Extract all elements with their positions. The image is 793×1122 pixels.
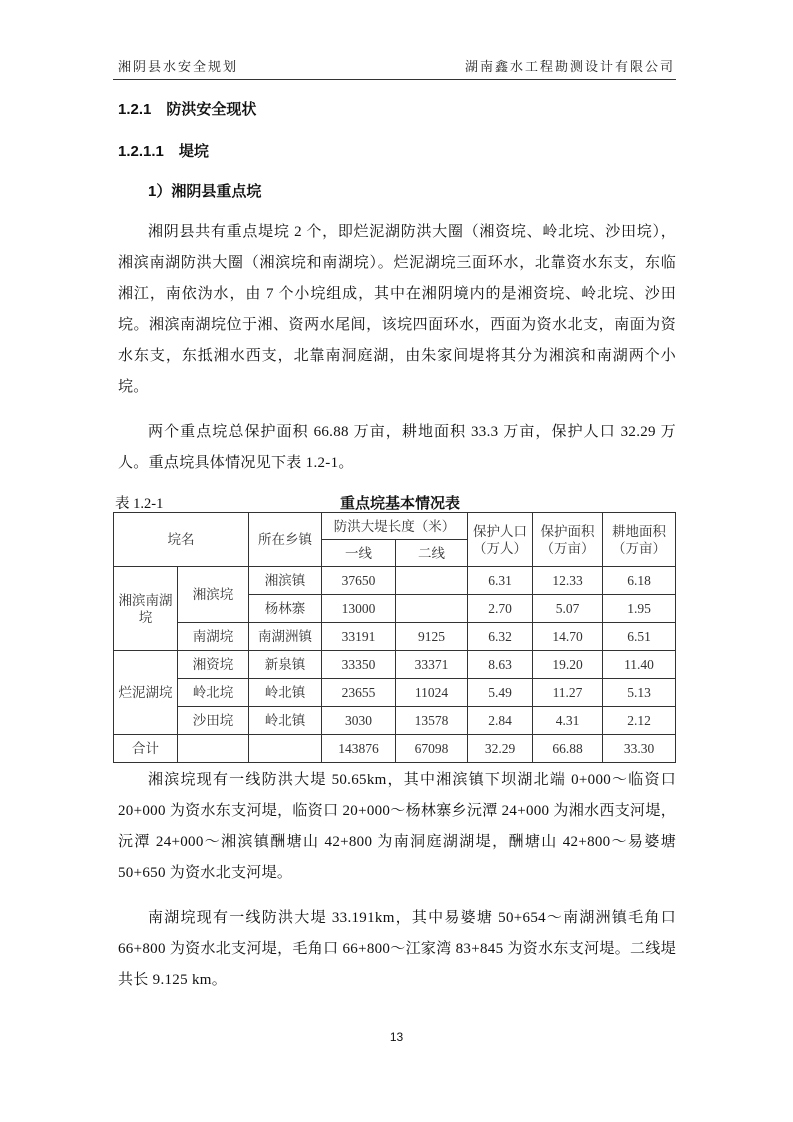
header-divider — [113, 79, 676, 80]
header-town: 所在乡镇 — [249, 513, 322, 567]
table-title: 重点垸基本情况表 — [340, 495, 461, 512]
line2-cell: 11024 — [396, 679, 468, 707]
pop-cell: 8.63 — [468, 651, 533, 679]
farm-cell: 5.13 — [603, 679, 676, 707]
line2-cell: 13578 — [396, 707, 468, 735]
total-farm: 33.30 — [603, 735, 676, 763]
page-number: 13 — [389, 1030, 404, 1044]
line2-cell — [396, 567, 468, 595]
farm-cell: 1.95 — [603, 595, 676, 623]
subsection-heading: 1.2.1.1 堤垸 — [118, 143, 209, 160]
total-pop: 32.29 — [468, 735, 533, 763]
subsubsection-heading: 1）湘阴县重点垸 — [148, 183, 262, 200]
pop-cell: 2.70 — [468, 595, 533, 623]
table-row — [114, 651, 676, 679]
area-cell: 11.27 — [533, 679, 603, 707]
table-row — [114, 707, 676, 735]
line1-cell: 37650 — [322, 567, 396, 595]
paragraph: 两个重点垸总保护面积 66.88 万亩，耕地面积 33.3 万亩，保护人口 32.29 万人。重点垸具体情况见下表 1.2-1。 — [118, 424, 676, 471]
area-cell: 4.31 — [533, 707, 603, 735]
farm-cell: 11.40 — [603, 651, 676, 679]
town-cell: 杨林寨 — [249, 595, 322, 623]
pop-cell: 2.84 — [468, 707, 533, 735]
subarea-cell: 岭北垸 — [178, 679, 249, 707]
table-total-row — [114, 735, 676, 763]
total-label: 合计 — [114, 735, 178, 763]
subarea-cell: 南湖垸 — [178, 623, 249, 651]
empty-cell — [178, 735, 249, 763]
town-cell: 新泉镇 — [249, 651, 322, 679]
farm-cell: 2.12 — [603, 707, 676, 735]
line1-cell: 23655 — [322, 679, 396, 707]
farm-cell: 6.18 — [603, 567, 676, 595]
line2-cell: 33371 — [396, 651, 468, 679]
header-area: 保护面积（万亩） — [533, 513, 603, 567]
header-dike: 防洪大堤长度（米） — [322, 513, 468, 540]
table-row — [114, 623, 676, 651]
header-line1: 一线 — [322, 540, 396, 567]
header-line2: 二线 — [396, 540, 468, 567]
group-cell: 烂泥湖垸 — [114, 651, 178, 735]
subarea-cell: 湘滨垸 — [178, 567, 249, 623]
header-doc-title: 湘阴县水安全规划 — [118, 59, 239, 74]
pop-cell: 6.31 — [468, 567, 533, 595]
line1-cell: 3030 — [322, 707, 396, 735]
area-cell: 5.07 — [533, 595, 603, 623]
subarea-cell: 湘资垸 — [178, 651, 249, 679]
line2-cell: 9125 — [396, 623, 468, 651]
line1-cell: 33350 — [322, 651, 396, 679]
header-company: 湖南鑫水工程勘测设计有限公司 — [464, 59, 675, 74]
section-heading: 1.2.1 防洪安全现状 — [118, 101, 257, 118]
line1-cell: 33191 — [322, 623, 396, 651]
table-row — [114, 679, 676, 707]
area-cell: 14.70 — [533, 623, 603, 651]
total-line1: 143876 — [322, 735, 396, 763]
empty-cell — [249, 735, 322, 763]
town-cell: 湘滨镇 — [249, 567, 322, 595]
table-caption: 表 1.2-1 — [115, 496, 164, 512]
header-pop: 保护人口（万人） — [468, 513, 533, 567]
line1-cell: 13000 — [322, 595, 396, 623]
header-farm: 耕地面积（万亩） — [603, 513, 676, 567]
line2-cell — [396, 595, 468, 623]
total-line2: 67098 — [396, 735, 468, 763]
paragraph: 南湖垸现有一线防洪大堤 33.191km，其中易婆塘 50+654～南湖洲镇毛角口66+800 为资水北支河堤，毛角口 66+800～江家湾 83+845 为资水东支河堤。二线堤共长 9.125 km。 — [118, 910, 676, 988]
paragraph: 湘滨垸现有一线防洪大堤 50.65km，其中湘滨镇下坝湖北端 0+000～临资口20+000 为资水东支河堤，临资口 20+000～杨林寨乡沅潭 24+000 为湘水西支河堤，沅潭 24+000～湘滨镇酬塘山 42+800 为南洞庭湖湖堤，酬塘山 42+800～易婆塘 50+650 为资水北支河堤。 — [118, 772, 676, 881]
town-cell: 岭北镇 — [249, 679, 322, 707]
area-cell: 12.33 — [533, 567, 603, 595]
town-cell: 南湖洲镇 — [249, 623, 322, 651]
town-cell: 岭北镇 — [249, 707, 322, 735]
paragraph: 湘阴县共有重点堤垸 2 个，即烂泥湖防洪大圈（湘资垸、岭北垸、沙田垸），湘滨南湖防洪大圈（湘滨垸和南湖垸）。烂泥湖垸三面环水，北靠资水东支，东临湘江，南依沩水，由 7 个小垸组成，其中在湘阴境内的是湘资垸、岭北垸、沙田垸。湘滨南湖垸位于湘、资两水尾闾，该垸四面环水，西面为资水北支，南面为资水东支，东抵湘水西支，北靠南洞庭湖，由朱家间堤将其分为湘滨和南湖两个小垸。 — [118, 224, 676, 395]
area-cell: 19.20 — [533, 651, 603, 679]
farm-cell: 6.51 — [603, 623, 676, 651]
pop-cell: 5.49 — [468, 679, 533, 707]
header-name: 垸名 — [114, 513, 249, 567]
group-cell: 湘滨南湖垸 — [114, 567, 178, 651]
pop-cell: 6.32 — [468, 623, 533, 651]
subarea-cell: 沙田垸 — [178, 707, 249, 735]
table-row — [114, 567, 676, 595]
total-area: 66.88 — [533, 735, 603, 763]
dike-table — [113, 512, 676, 763]
